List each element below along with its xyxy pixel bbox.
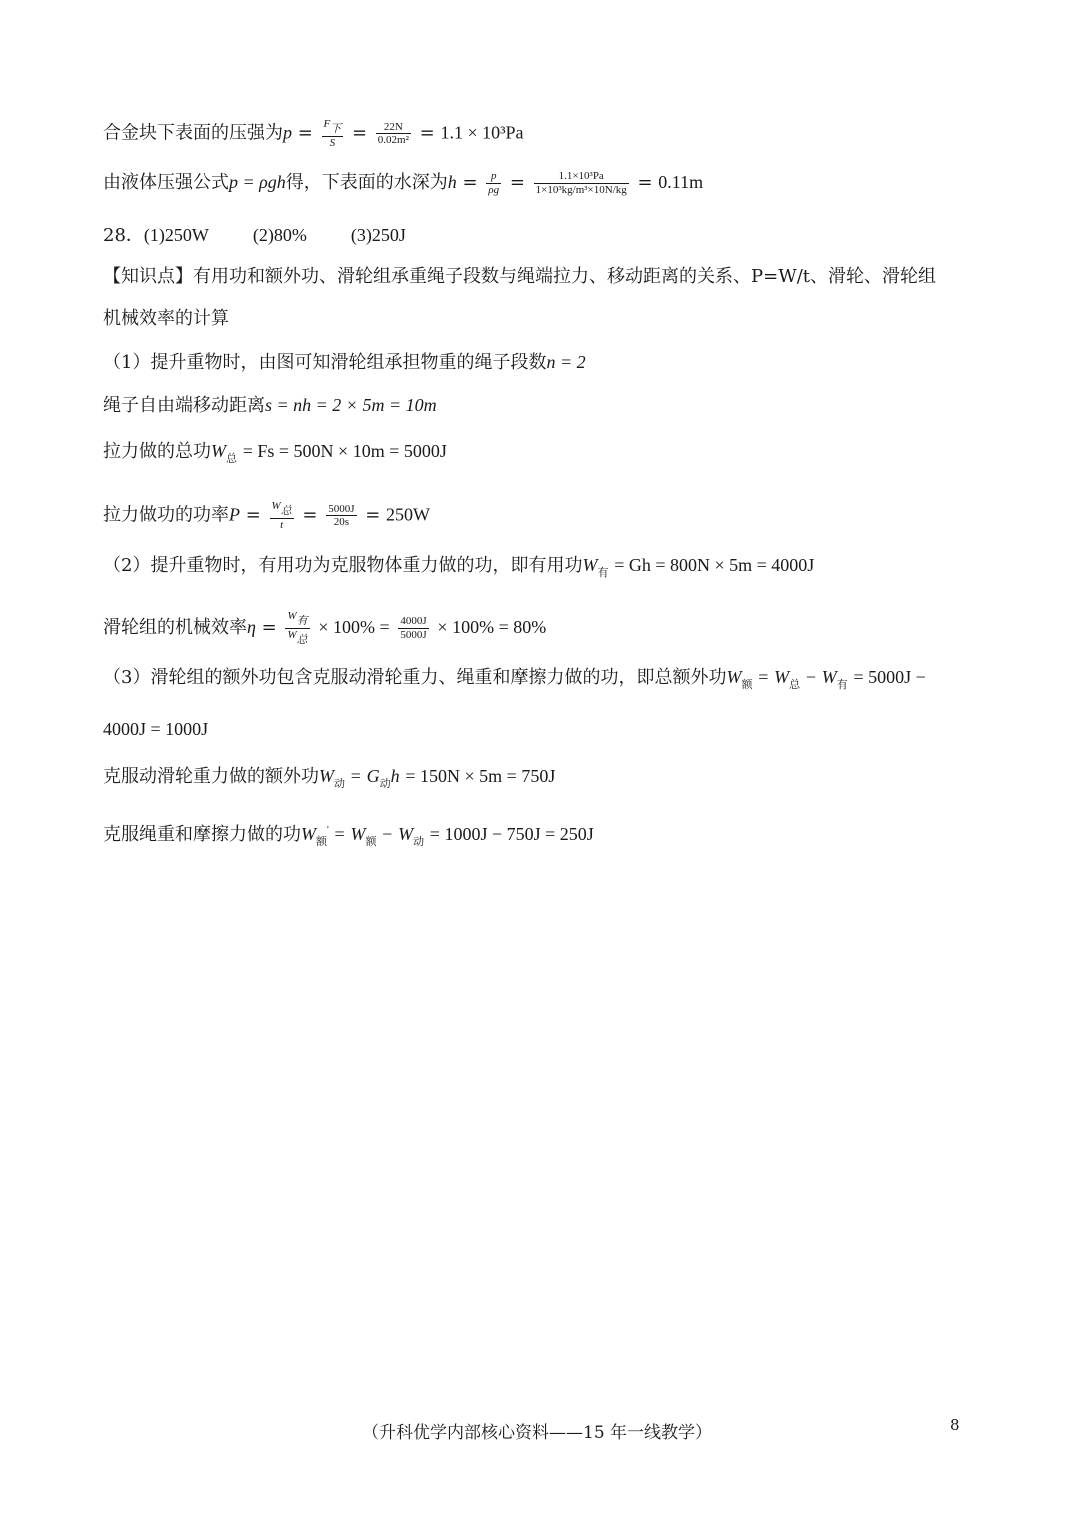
sub: 有 [296,615,308,627]
num: F [323,118,331,130]
text: 得，下表面的水深为 [285,172,448,194]
mid: × 100% = [318,617,390,638]
result: × 100% = 80% [437,617,547,638]
text: 由液体压强公式 [103,172,229,194]
line-useful-work: （2）提升重物时，有用功为克服物体重力做的功，即有用功$W_有 = Gh = 800N \times 5m = 4000J$ [103,555,815,579]
fraction [534,170,629,196]
formula: = 1000J − 750J = 250J [429,824,594,844]
var-h: h [447,172,457,193]
text: （1）提升重物时，由图可知滑轮组承担物重的绳子段数 [103,352,547,373]
formula: = 150N × 5m = 750J [405,766,556,786]
page-number: 8 [950,1416,960,1434]
knowledge-point-cont: 机械效率的计算 [103,308,229,329]
num: 5000J [328,502,355,515]
den: 1×10³kg/m³×10N/kg [535,183,627,196]
sub: 总 [280,505,292,517]
question-number: 28． [103,225,144,246]
sub: 总 [296,633,308,646]
sub: 动 [379,777,391,790]
knowledge-point: 【知识点】有用功和额外功、滑轮组承重绳子段数与绳端拉力、移动距离的关系、P=W/t、滑轮、滑轮组 [103,266,936,287]
sub: 有 [836,678,848,691]
var-eta: η [247,617,256,638]
fraction [326,503,356,529]
den: 20s [333,516,350,529]
text: 克服绳重和摩擦力做的功 [103,824,301,845]
text: （3）滑轮组的额外功包含克服动滑轮重力、绳重和摩擦力做的功，即总额外功 [103,667,727,688]
line-pulley-work: 克服动滑轮重力做的额外功$W_动 = G_动h = 150N \times 5m = 750J$ [103,766,556,790]
den: S [329,136,336,149]
fraction [285,610,309,646]
line-friction-work: 克服绳重和摩擦力做的功$W_额' = W_额 - W_动 = 1000J - 750J = 250J$ [103,824,594,848]
line-power: 拉力做功的功率P = $\frac{W_总}{t}$ = $\frac{5000J}{20s}$ = 250W [103,500,431,531]
text: 合金块下表面的压强为 [103,122,283,144]
result: 0.11m [658,172,704,193]
fraction [376,121,411,147]
sub: 动 [413,835,425,848]
text: 拉力做功的功率 [103,504,229,526]
text: 拉力做的总功 [103,441,211,462]
line-extra-work-cont: 4000J = 1000J [103,719,209,739]
fraction [398,615,428,641]
den: t [280,518,284,531]
formula: p = ρgh [229,172,286,193]
sub: 动 [334,777,345,790]
var-p: p [283,122,292,143]
fraction [270,500,294,531]
text: 滑轮组的机械效率 [103,617,247,639]
line-total-work: 拉力做的总功$W_总 = Fs = 500N \times 10m = 5000J$ [103,441,447,465]
fraction [486,170,501,196]
line-water-depth: 由液体压强公式p = ρgh得，下表面的水深为h = $\frac{p}{\rho g}$ = $\frac{\text{1.1×10³Pa}}{\text{1×10³kg/m³×10N/kg}}$ = 0.11m [103,170,704,196]
num: W [287,610,297,622]
num: 4000J [400,615,427,627]
formula: n = 2 [546,352,586,372]
tail: = 5000J − [853,667,926,687]
text: 克服动滑轮重力做的额外功 [103,766,319,787]
sub: 下 [330,123,342,135]
sub: 额 [741,678,753,691]
num: 22N [376,121,411,135]
formula: = Fs = 500N × 10m = 5000J [242,441,447,461]
formula: s = nh = 2 × 5m = 10m [265,395,437,415]
den: 0.02m² [377,134,409,147]
line-alloy-pressure: 合金块下表面的压强为p = $\frac{F_下}{S}$ = $\frac{22N}{\text{0.02m²}}$ = 1.1 × 10³Pa [103,118,524,149]
sub: 总 [226,452,237,465]
var-P: P [229,504,240,525]
line-extra-work: （3）滑轮组的额外功包含克服动滑轮重力、绳重和摩擦力做的功，即总额外功$W_额 = W_总 - W_有 = 5000J$ − [103,667,926,691]
result: 250W [386,504,431,525]
line-distance [103,396,437,415]
num: p [486,170,501,184]
den: 5000J [400,628,427,641]
footer-text: （升科优学内部核心资料——15 年一线教学） [362,1423,713,1443]
line-rope-segments [103,353,586,372]
result: 1.1 × 10³Pa [440,122,524,143]
sub: 额 [316,835,327,848]
sub: 总 [789,678,801,691]
answer-3: (3)250J [350,225,406,245]
text: 绳子自由端移动距离 [103,395,265,416]
line-efficiency: 滑轮组的机械效率η = $\frac{W_有}{W_总}$ × 100% = $\frac{4000J}{5000J}$ × 100% = 80% [103,610,547,646]
sub: 有 [597,566,609,579]
den: W [287,628,297,641]
fraction [322,118,344,149]
sub: 额 [365,835,377,848]
num: W [271,500,281,512]
answer-2: (2)80% [252,225,307,245]
text: （2）提升重物时，有用功为克服物体重力做的功，即有用功 [103,555,583,576]
answer-1: (1)250W [143,225,209,245]
formula: = Gh = 800N × 5m = 4000J [614,555,815,575]
num: 1.1×10³Pa [534,170,629,184]
answer-28 [103,226,406,245]
den: ρg [488,183,500,196]
